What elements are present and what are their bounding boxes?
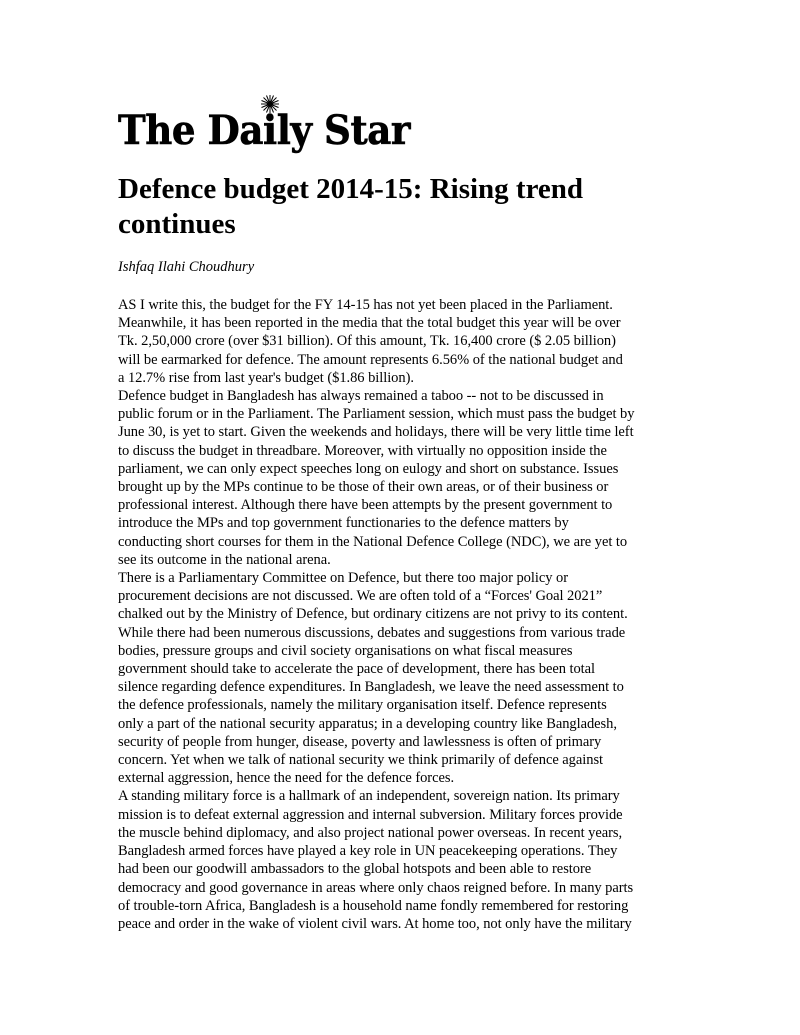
- article-line: silence regarding defence expenditures. In Bangladesh, we leave the need assessment to: [118, 679, 624, 696]
- headline-line-2: continues: [118, 208, 236, 240]
- article-line: chalked out by the Ministry of Defence, but ordinary citizens are not privy to its content.: [118, 606, 628, 623]
- article-line: A standing military force is a hallmark of an independent, sovereign nation. Its primary: [118, 788, 620, 805]
- article-line: Meanwhile, it has been reported in the media that the total budget this year will be over: [118, 315, 621, 332]
- article-line: government should take to accelerate the pace of development, there has been total: [118, 661, 596, 678]
- article-line: Defence budget in Bangladesh has always remained a taboo -- not to be discussed in: [118, 388, 604, 405]
- article-line: security of people from hunger, disease, poverty and lawlessness is often of primary: [118, 733, 602, 750]
- article-line: parliament, we can only expect speeches long on eulogy and short on substance. Issues: [118, 460, 619, 477]
- article-line: introduce the MPs and top government functionaries to the defence matters by: [118, 515, 569, 532]
- article-line: conducting short courses for them in the National Defence College (NDC), we are yet to: [118, 533, 628, 550]
- article-line: the muscle behind diplomacy, and also project national power overseas. In recent years,: [118, 824, 623, 841]
- article-line: professional interest. Although there have been attempts by the present government to: [118, 497, 613, 514]
- headline-line-1: Defence budget 2014-15: Rising trend: [118, 173, 584, 205]
- article-line: a 12.7% rise from last year's budget ($1.86 billion).: [118, 369, 414, 386]
- article-line: to discuss the budget in threadbare. Moreover, with virtually no opposition inside the: [118, 442, 607, 459]
- the-daily-star-logo: [118, 94, 418, 156]
- article-line: June 30, is yet to start. Given the weekends and holidays, there will be very little time left: [118, 424, 634, 441]
- article-body: [118, 296, 688, 933]
- article-line: public forum or in the Parliament. The Parliament session, which must pass the budget by: [118, 406, 635, 423]
- article-headline: [118, 172, 718, 242]
- article-line: will be earmarked for defence. The amount represents 6.56% of the national budget and: [118, 351, 623, 368]
- article-line: bodies, pressure groups and civil society organisations on what fiscal measures: [118, 642, 573, 659]
- article-line: see its outcome in the national arena.: [118, 551, 331, 568]
- article-line: of trouble-torn Africa, Bangladesh is a household name fondly remembered for restoring: [118, 897, 629, 914]
- article-author: Ishfaq Ilahi Choudhury: [118, 259, 255, 275]
- masthead-logo: [118, 94, 418, 156]
- article-line: While there had been numerous discussions, debates and suggestions from various trade: [118, 624, 626, 641]
- article-line: peace and order in the wake of violent civil wars. At home too, not only have the military: [118, 915, 632, 932]
- article-line: There is a Parliamentary Committee on Defence, but there too major policy or: [118, 570, 568, 587]
- article-line: only a part of the national security apparatus; in a developing country like Bangladesh,: [118, 715, 617, 732]
- article-line: brought up by the MPs continue to be those of their own areas, or of their business or: [118, 479, 609, 496]
- article-line: had been our goodwill ambassadors to the global hotspots and been able to restore: [118, 861, 592, 878]
- article-line: concern. Yet when we talk of national security we think primarily of defence against: [118, 752, 604, 769]
- article-line: procurement decisions are not discussed. We are often told of a “Forces' Goal 2021”: [118, 588, 603, 605]
- article-line: AS I write this, the budget for the FY 14-15 has not yet been placed in the Parliament.: [118, 297, 613, 313]
- article-line: the defence professionals, namely the military organisation itself. Defence represents: [118, 697, 607, 714]
- article-line: external aggression, hence the need for the defence forces.: [118, 770, 455, 787]
- svg-text:The Daily Star: The Daily Star: [118, 107, 412, 154]
- article-line: Tk. 2,50,000 crore (over $31 billion). Of this amount, Tk. 16,400 crore ($ 2.05 billion): [118, 333, 616, 350]
- article-line: Bangladesh armed forces have played a key role in UN peacekeeping operations. They: [118, 843, 618, 860]
- article-line: mission is to defeat external aggression and internal subversion. Military forces provide: [118, 806, 623, 823]
- article-line: democracy and good governance in areas where only chaos reigned before. In many parts: [118, 879, 634, 896]
